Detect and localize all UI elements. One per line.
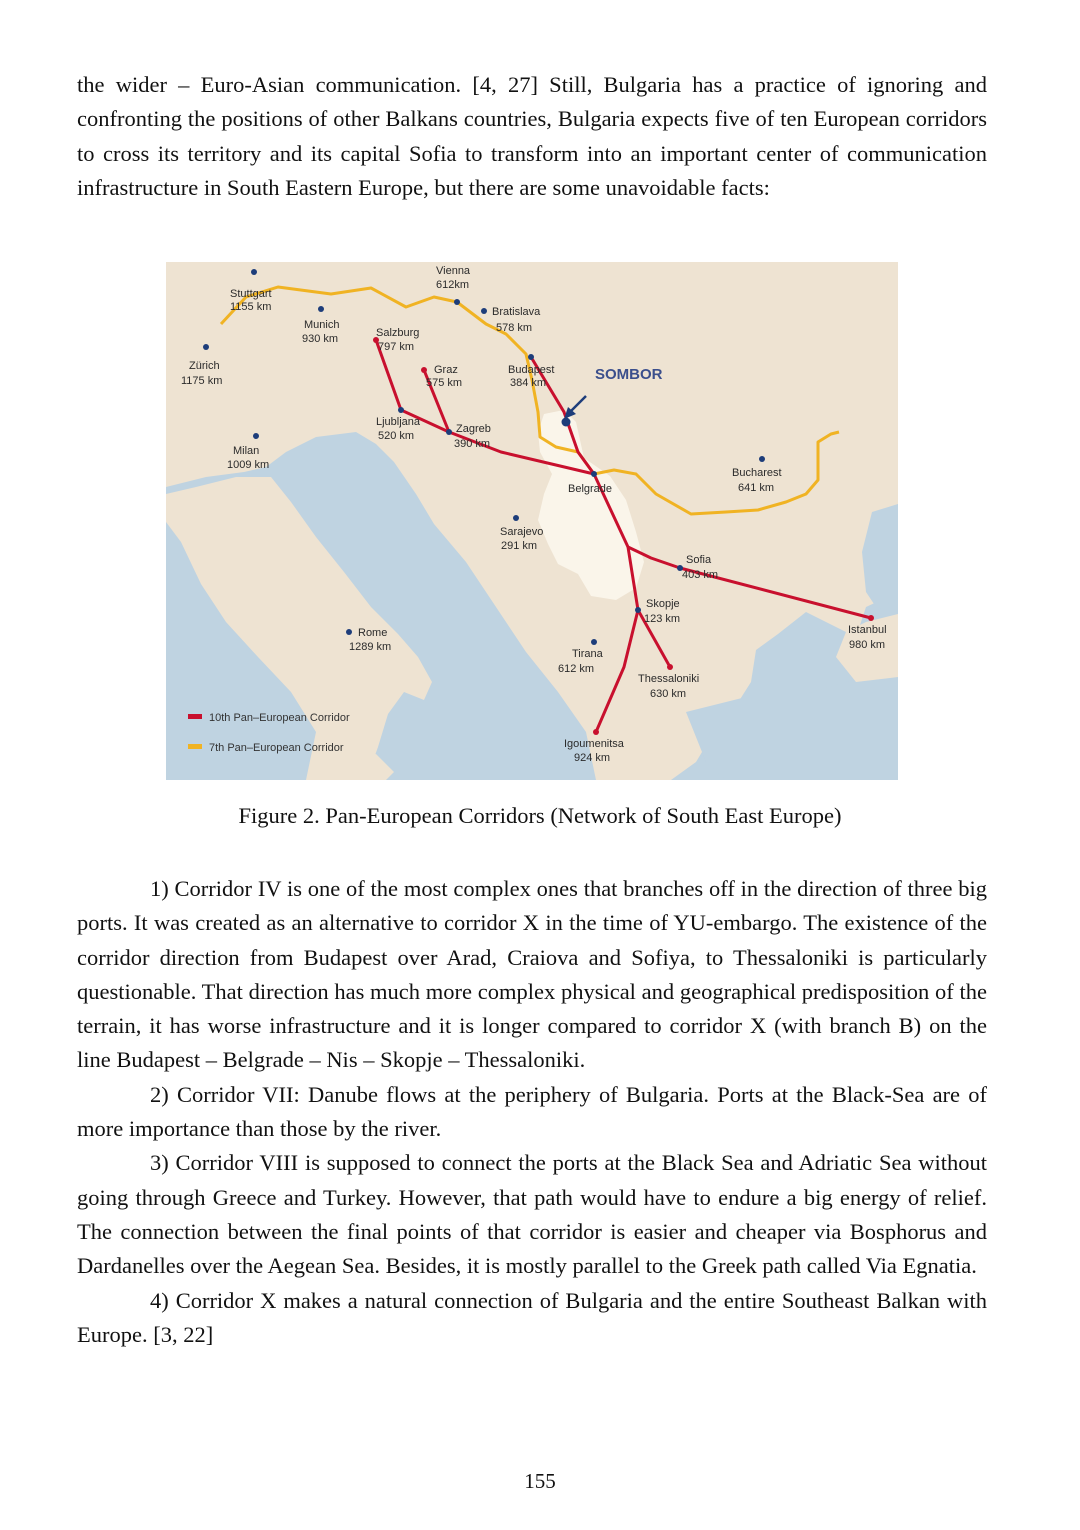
list-item: 4) Corridor X makes a natural connection of Bulgaria and the entire Southeast Balkan with Europe. [3, 22] <box>77 1287 987 1347</box>
corridor-facts-list <box>77 872 987 1352</box>
corridor-map <box>166 262 898 780</box>
city-dot <box>635 607 641 613</box>
sombor-label: SOMBOR <box>595 366 663 383</box>
city-name: Ljubljana <box>376 416 421 428</box>
city-name: Skopje <box>646 598 680 610</box>
city-distance: 924 km <box>574 752 611 764</box>
city-distance: 390 km <box>454 438 491 450</box>
city-name: Graz <box>434 364 458 376</box>
city-distance: 1175 km <box>181 375 223 387</box>
city-dot <box>591 639 597 645</box>
list-item: 2) Corridor VII: Danube flows at the periphery of Bulgaria. Ports at the Black-Sea are of more importance than those by the river. <box>77 1081 987 1142</box>
city-name: Vienna <box>436 265 471 277</box>
legend-corridor-10-swatch <box>188 714 202 719</box>
page-number: 155 <box>524 1469 556 1493</box>
city-distance: 1155 km <box>230 301 272 313</box>
city-dot <box>868 615 874 621</box>
city-distance: 520 km <box>378 430 415 442</box>
city-name: Bratislava <box>492 306 541 318</box>
figure-caption: Figure 2. Pan-European Corridors (Network of South East Europe) <box>238 803 842 828</box>
city-distance: 630 km <box>650 688 687 700</box>
city-name: Rome <box>358 627 388 639</box>
city-dot <box>446 429 452 435</box>
city-dot <box>481 308 487 314</box>
city-distance: 930 km <box>302 333 339 345</box>
city-dot <box>251 269 257 275</box>
sombor-marker <box>562 418 571 427</box>
city-dot <box>667 664 673 670</box>
city-dot <box>318 306 324 312</box>
city-distance: 797 km <box>378 341 415 353</box>
intro-paragraph: the wider – Euro-Asian communication. [4, 27] Still, Bulgaria has a practice of ignoring and confronting the positions of other Balkans countries, Bulgaria expects five of ten European corridors to cross its territory and its capital Sofia to transform into an important center of communication infrastructure in South Eastern Europe, but there are some unavoidable facts: <box>77 72 987 200</box>
city-dot <box>513 515 519 521</box>
city-dot <box>591 471 597 477</box>
city-dot <box>398 407 404 413</box>
city-dot <box>421 367 427 373</box>
city-distance: 1009 km <box>227 459 270 471</box>
city-distance: 612 km <box>558 663 595 675</box>
city-dot <box>346 629 352 635</box>
legend-corridor-7-swatch <box>188 744 202 749</box>
city-dot <box>759 456 765 462</box>
list-item: 1) Corridor IV is one of the most complex ones that branches off in the direction of three big ports. It was created as an alternative to corridor X in the time of YU-embargo. The existence of the corridor direction from Budapest over Arad, Craiova and Sofiya, to Thessaloniki is particularly questionable. That direction has much more complex physical and geographical predisposition of the terrain, it has worse infrastructure and it is longer compared to corridor X (with branch B) on the line Budapest – Belgrade – Nis – Skopje – Thessaloniki. <box>77 876 987 1073</box>
city-name: Istanbul <box>848 624 887 636</box>
city-dot <box>528 354 534 360</box>
legend-corridor-10-label: 10th Pan–European Corridor <box>209 712 350 724</box>
city-name: Stuttgart <box>230 288 272 300</box>
city-name: Sarajevo <box>500 526 544 538</box>
corridor-map-figure <box>166 262 898 780</box>
city-name: Munich <box>304 319 340 331</box>
city-distance: 1289 km <box>349 641 392 653</box>
city-name: Zagreb <box>456 423 491 435</box>
city-name: Sofia <box>686 554 712 566</box>
city-name: Milan <box>233 445 260 457</box>
city-distance: 403 km <box>682 569 719 581</box>
city-distance: 575 km <box>426 377 463 389</box>
city-name: Salzburg <box>376 327 420 339</box>
city-name: Budapest <box>508 364 555 376</box>
city-distance: 291 km <box>501 540 538 552</box>
city-dot <box>593 729 599 735</box>
city-distance: 612km <box>436 279 470 291</box>
city-name: Tirana <box>572 648 603 660</box>
city-distance: 578 km <box>496 322 533 334</box>
city-dot <box>454 299 460 305</box>
city-distance: 123 km <box>644 613 681 625</box>
city-dot <box>203 344 209 350</box>
city-distance: 980 km <box>849 639 886 651</box>
city-dot <box>253 433 259 439</box>
city-name: Zürich <box>189 360 220 372</box>
city-distance: 384 km <box>510 377 547 389</box>
city-name: Belgrade <box>568 483 613 495</box>
legend-corridor-7-label: 7th Pan–European Corridor <box>209 742 344 754</box>
city-name: Igoumenitsa <box>564 738 624 750</box>
list-item: 3) Corridor VIII is supposed to connect the ports at the Black Sea and Adriatic Sea without going through Greece and Turkey. However, that path would have to endure a big energy of relief. The connection between the final points of that corridor is easier and cheaper via Bosphorus and Dardanelles over the Aegean Sea. Besides, it is mostly parallel to the Greek path called Via Egnatia. <box>77 1150 987 1279</box>
city-name: Thessaloniki <box>638 673 700 685</box>
city-name: Bucharest <box>732 467 782 479</box>
city-distance: 641 km <box>738 482 775 494</box>
